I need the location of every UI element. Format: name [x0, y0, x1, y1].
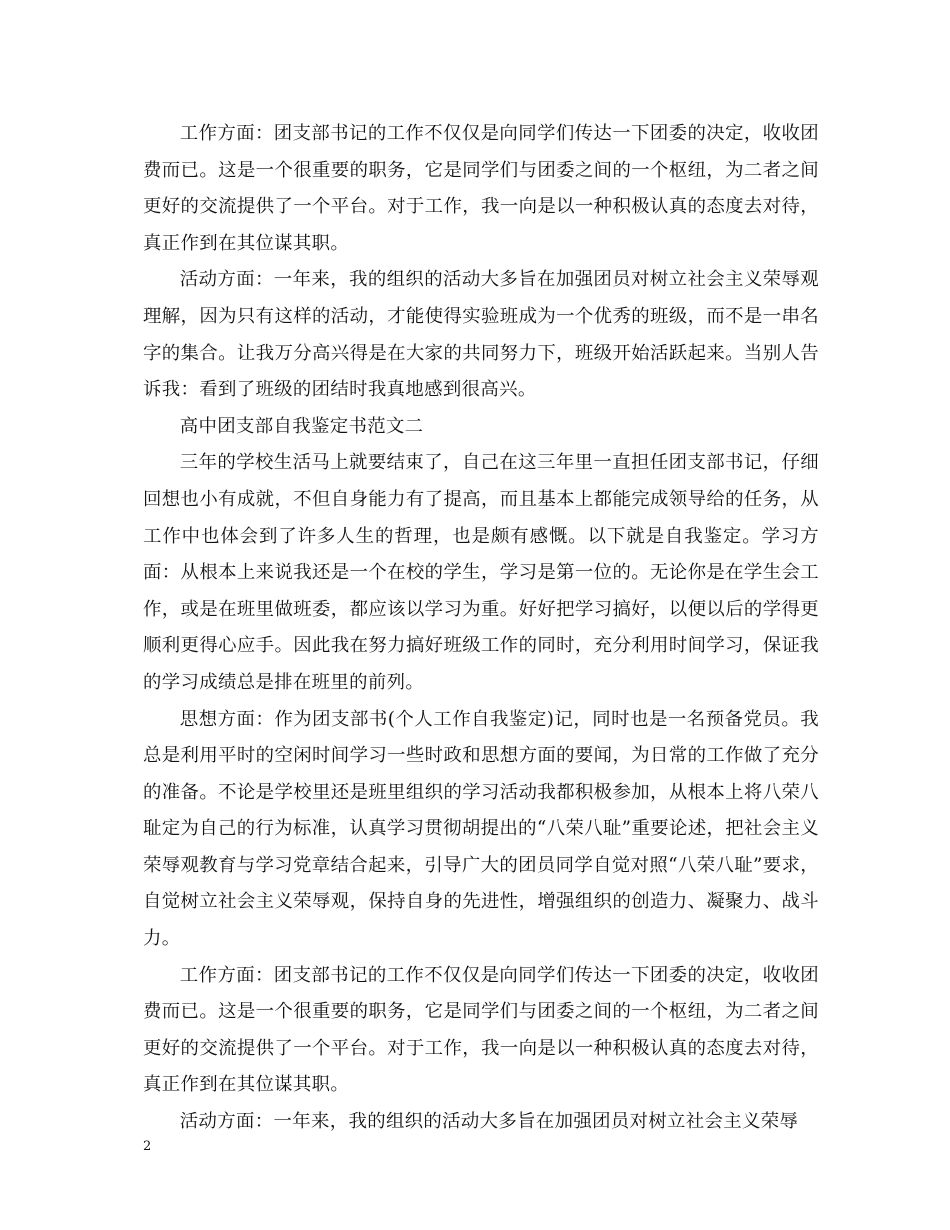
page-number: 2 — [143, 1139, 152, 1154]
document-body — [143, 116, 819, 1141]
paragraph-activity-aspect: 活动方面：一年来，我的组织的活动大多旨在加强团员对树立社会主义荣辱观理解，因为只有这样的活动，才能使得实验班成为一个优秀的班级，而不是一串名字的集合。让我万分高兴得是在大家的共同努力下，班级开始活跃起来。当别人告诉我：看到了班级的团结时我真地感到很高兴。 — [143, 269, 819, 401]
paragraph-thought-aspect: 思想方面：作为团支部书(个人工作自我鉴定)记，同时也是一名预备党员。我总是利用平时的空闲时间学习一些时政和思想方面的要闻，为日常的工作做了充分的准备。不论是学校里还是班里组织的学习活动我都积极参加，从根本上将八荣八耻定为自己的行为标准，认真学习贯彻胡提出的“八荣八耻”重要论述，把社会主义荣辱观教育与学习党章结合起来，引导广大的团员同学自觉对照“八荣八耻”要求，自觉树立社会主义荣辱观，保持自身的先进性，增强组织的创造力、凝聚力、战斗力。 — [143, 708, 819, 950]
section-heading: 高中团支部自我鉴定书范文二 — [179, 415, 424, 437]
paragraph-work-aspect-repeat: 工作方面：团支部书记的工作不仅仅是向同学们传达一下团委的决定，收收团费而已。这是一个很重要的职务，它是同学们与团委之间的一个枢纽，为二者之间更好的交流提供了一个平台。对于工作，我一向是以一种积极认真的态度去对待，真正作到在其位谋其职。 — [143, 964, 819, 1096]
paragraph-activity-aspect-partial: 活动方面：一年来，我的组织的活动大多旨在加强团员对树立社会主义荣辱 — [179, 1111, 799, 1133]
paragraph-work-aspect: 工作方面：团支部书记的工作不仅仅是向同学们传达一下团委的决定，收收团费而已。这是一个很重要的职务，它是同学们与团委之间的一个枢纽，为二者之间更好的交流提供了一个平台。对于工作，我一向是以一种积极认真的态度去对待，真正作到在其位谋其职。 — [143, 123, 819, 254]
paragraph-study-aspect: 三年的学校生活马上就要结束了，自己在这三年里一直担任团支部书记，仔细回想也小有成就，不但自身能力有了提高，而且基本上都能完成领导给的任务，从工作中也体会到了许多人生的哲理，也是颇有感慨。以下就是自我鉴定。学习方面：从根本上来说我还是一个在校的学生，学习是第一位的。无论你是在学生会工作，或是在班里做班委，都应该以学习为重。好好把学习搞好，以便以后的学得更顺利更得心应手。因此我在努力搞好班级工作的同时，充分利用时间学习，保证我的学习成绩总是排在班里的前列。 — [143, 452, 819, 693]
